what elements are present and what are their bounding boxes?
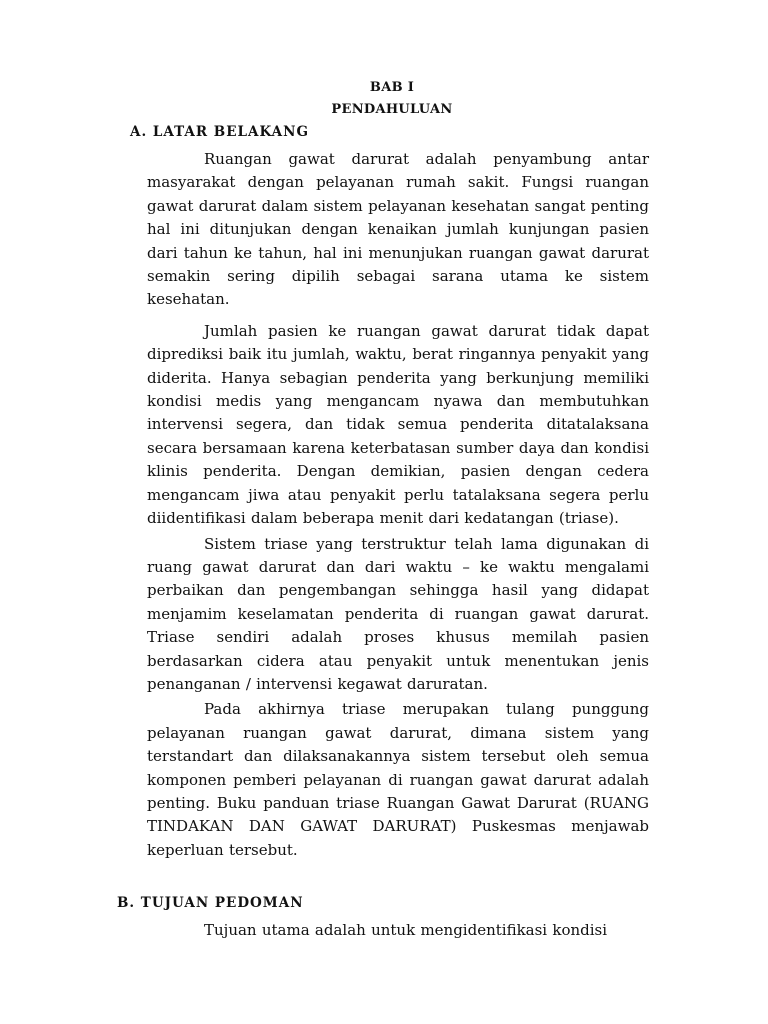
- section-b-heading: B. TUJUAN PEDOMAN: [117, 895, 304, 911]
- chapter-title: PENDAHULUAN: [331, 102, 453, 117]
- paragraph-2: Jumlah pasien ke ruangan gawat darurat tidak dapat diprediksi baik itu jumlah, waktu, berat ringannya penyakit yang diderita. Hanya sebagian penderita yang berkunjung memiliki kondisi medis yang mengancam nyawa dan membutuhkan intervensi segera, dan tidak semua penderita ditatalaksana secara bersamaan karena keterbatasan sumber daya dan kondisi klinis penderita. Dengan demikian, pasien dengan cedera mengancam jiwa atau penyakit perlu tatalaksana segera perlu diidentifikasi dalam beberapa menit dari kedatangan (triase).: [147, 321, 649, 528]
- paragraph-4: Pada akhirnya triase merupakan tulang punggung pelayanan ruangan gawat darurat, dimana sistem yang terstandart dan dilaksanakannya sistem tersebut oleh semua komponen pemberi pelayanan di ruangan gawat darurat adalah penting. Buku panduan triase Ruangan Gawat Darurat (RUANG TINDAKAN DAN GAWAT DARURAT) Puskesmas menjawab keperluan tersebut.: [147, 700, 649, 859]
- chapter-number: BAB I: [369, 80, 415, 95]
- section-a-body: [147, 148, 649, 862]
- paragraph-3: Sistem triase yang terstruktur telah lama digunakan di ruang gawat darurat dan dari waktu – ke waktu mengalami perbaikan dan pengembangan sehingga hasil yang didapat menjamim keselamatan penderita di ruangan gawat darurat. Triase sendiri adalah proses khusus memilah pasien berdasarkan cidera atau penyakit untuk menentukan jenis penanganan / intervensi kegawat daruratan.: [147, 534, 649, 693]
- paragraph-1: Ruangan gawat darurat adalah penyambung antar masyarakat dengan pelayanan rumah sakit. Fungsi ruangan gawat darurat dalam sistem pelayanan kesehatan sangat penting hal ini ditunjukan dengan kenaikan jumlah kunjungan pasien dari tahun ke tahun, hal ini menunjukan ruangan gawat darurat semakin sering dipilih sebagai sarana utama ke sistem kesehatan.: [147, 150, 649, 309]
- paragraph-5: Tujuan utama adalah untuk mengidentifikasi kondisi: [204, 921, 608, 939]
- section-b-body: [147, 919, 649, 942]
- section-a-heading: A. LATAR BELAKANG: [130, 124, 309, 140]
